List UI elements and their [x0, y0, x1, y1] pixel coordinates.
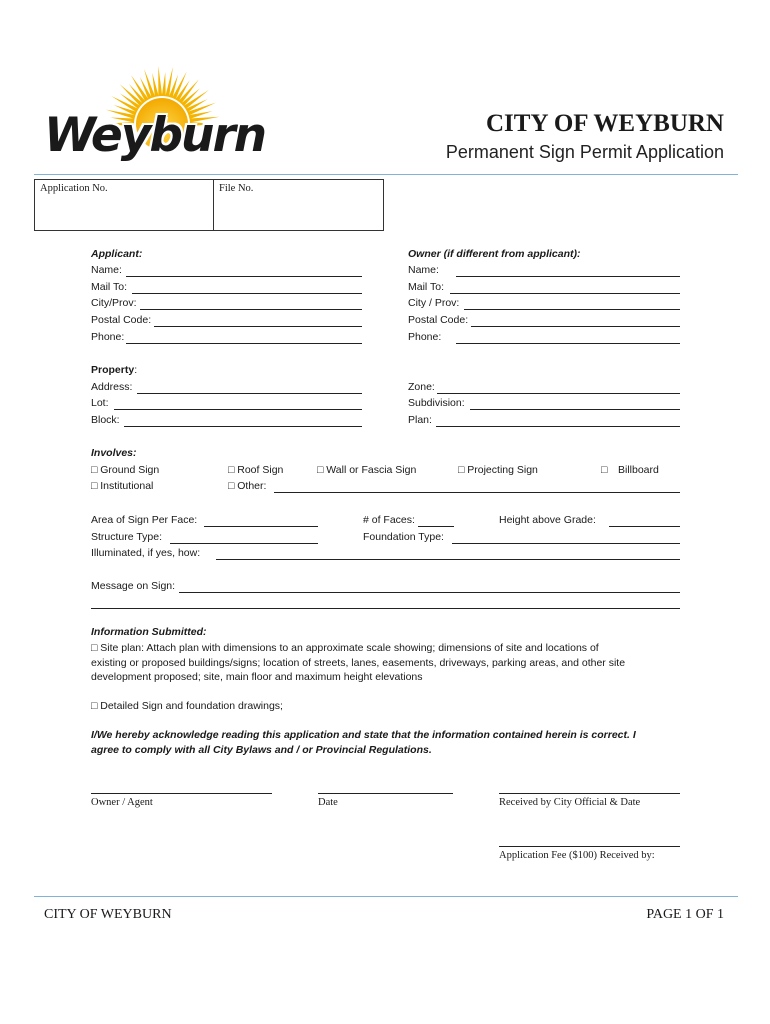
site-plan-checkbox[interactable] [91, 641, 691, 685]
foundation-type-field[interactable] [452, 543, 680, 544]
owner-postal-field[interactable] [471, 326, 680, 327]
footer-left: CITY OF WEYBURN [44, 907, 172, 922]
ground-sign-checkbox[interactable]: □ Ground Sign [91, 464, 160, 476]
property-heading-colon: : [134, 364, 138, 376]
billboard-checkbox[interactable]: □ [601, 464, 608, 476]
sun-ray [162, 72, 166, 96]
illuminated-label: Illuminated, if yes, how: [91, 547, 201, 559]
site-plan-line: □ Site plan: Attach plan with dimensions to an approximate scale showing; dimensions of site and locations of [91, 642, 599, 654]
message-label: Message on Sign: [91, 580, 176, 592]
applicant-postal-label: Postal Code: [91, 314, 152, 326]
office-box-divider [213, 180, 214, 230]
header-rule [34, 174, 738, 175]
acknowledgement-line: I/We hereby acknowledge reading this application and state that the information contained herein is correct. I [91, 729, 636, 741]
structure-type-field[interactable] [170, 543, 318, 544]
area-per-face-label: Area of Sign Per Face: [91, 514, 198, 526]
acknowledgement [91, 728, 711, 757]
applicant-name-field[interactable] [126, 276, 362, 277]
num-faces-field[interactable] [418, 526, 454, 527]
sun-ray [158, 66, 162, 96]
acknowledgement-line: agree to comply with all City Bylaws and / or Provincial Regulations. [91, 743, 432, 756]
file-no-field[interactable] [215, 196, 380, 226]
lot-label: Lot: [91, 397, 109, 409]
owner-heading: Owner (if different from applicant): [408, 248, 581, 260]
applicant-city-field[interactable] [140, 309, 362, 310]
address-label: Address: [91, 381, 133, 393]
zone-label: Zone: [408, 381, 435, 393]
owner-phone-field[interactable] [456, 343, 680, 344]
roof-sign-checkbox[interactable]: □ Roof Sign [228, 464, 284, 476]
received-by-official-label: Received by City Official & Date [499, 797, 641, 808]
date-field[interactable] [318, 793, 453, 794]
site-plan-line: development proposed; site, main floor and maximum height elevations [91, 671, 423, 683]
owner-mail-field[interactable] [450, 293, 680, 294]
applicant-postal-field[interactable] [154, 326, 362, 327]
page-title: CITY OF WEYBURN [486, 110, 724, 137]
projecting-sign-checkbox[interactable]: □ Projecting Sign [458, 464, 538, 476]
other-checkbox[interactable]: □ Other: [228, 480, 267, 492]
foundation-type-label: Foundation Type: [363, 531, 444, 543]
applicant-phone-label: Phone: [91, 331, 125, 343]
applicant-mail-label: Mail To: [91, 281, 127, 293]
lot-field[interactable] [114, 409, 362, 410]
owner-city-field[interactable] [464, 309, 680, 310]
footer-right: PAGE 1 OF 1 [646, 907, 724, 922]
subdivision-field[interactable] [470, 409, 680, 410]
billboard-label: Billboard [618, 464, 659, 476]
num-faces-label: # of Faces: [363, 514, 415, 526]
application-no-label: Application No. [40, 183, 108, 194]
fee-received-field[interactable] [499, 846, 680, 847]
structure-type-label: Structure Type: [91, 531, 163, 543]
other-field[interactable] [274, 492, 680, 493]
applicant-mail-field[interactable] [132, 293, 362, 294]
applicant-name-label: Name: [91, 264, 122, 276]
block-field[interactable] [124, 426, 362, 427]
logo-wordmark: Weyburn [44, 108, 266, 163]
owner-postal-label: Postal Code: [408, 314, 469, 326]
message-field-2[interactable] [91, 608, 680, 609]
owner-agent-signature-field[interactable] [91, 793, 272, 794]
date-label: Date [318, 797, 338, 808]
fee-received-label: Application Fee ($100) Received by: [499, 850, 655, 861]
application-no-field[interactable] [36, 196, 211, 226]
plan-label: Plan: [408, 414, 432, 426]
owner-city-label: City / Prov: [408, 297, 460, 309]
site-plan-line: existing or proposed buildings/signs; location of streets, lanes, easements, driveways, parking areas, and other site [91, 656, 626, 669]
involves-heading: Involves: [91, 447, 137, 459]
illuminated-field[interactable] [216, 559, 680, 560]
block-label: Block: [91, 414, 120, 426]
area-per-face-field[interactable] [204, 526, 318, 527]
information-heading: Information Submitted: [91, 626, 207, 638]
address-field[interactable] [137, 393, 362, 394]
detailed-drawings-checkbox[interactable]: □ Detailed Sign and foundation drawings; [91, 700, 283, 712]
weyburn-logo [40, 66, 270, 176]
message-field-1[interactable] [179, 592, 680, 593]
wall-fascia-sign-checkbox[interactable]: □ Wall or Fascia Sign [317, 464, 417, 476]
owner-name-field[interactable] [456, 276, 680, 277]
footer-rule [34, 896, 738, 897]
plan-field[interactable] [436, 426, 680, 427]
zone-field[interactable] [437, 393, 680, 394]
applicant-heading: Applicant: [91, 248, 143, 260]
subdivision-label: Subdivision: [408, 397, 465, 409]
applicant-phone-field[interactable] [126, 343, 362, 344]
height-above-grade-label: Height above Grade: [499, 514, 596, 526]
owner-mail-label: Mail To: [408, 281, 444, 293]
page-subtitle: Permanent Sign Permit Application [445, 142, 724, 162]
owner-name-label: Name: [408, 264, 439, 276]
file-no-label: File No. [219, 183, 254, 194]
applicant-city-label: City/Prov: [91, 297, 137, 309]
owner-agent-label: Owner / Agent [91, 797, 153, 808]
property-heading-text: Property [91, 364, 135, 376]
institutional-checkbox[interactable]: □ Institutional [91, 480, 154, 492]
owner-phone-label: Phone: [408, 331, 442, 343]
height-above-grade-field[interactable] [609, 526, 680, 527]
property-heading [91, 364, 137, 376]
official-signature-field[interactable] [499, 793, 680, 794]
